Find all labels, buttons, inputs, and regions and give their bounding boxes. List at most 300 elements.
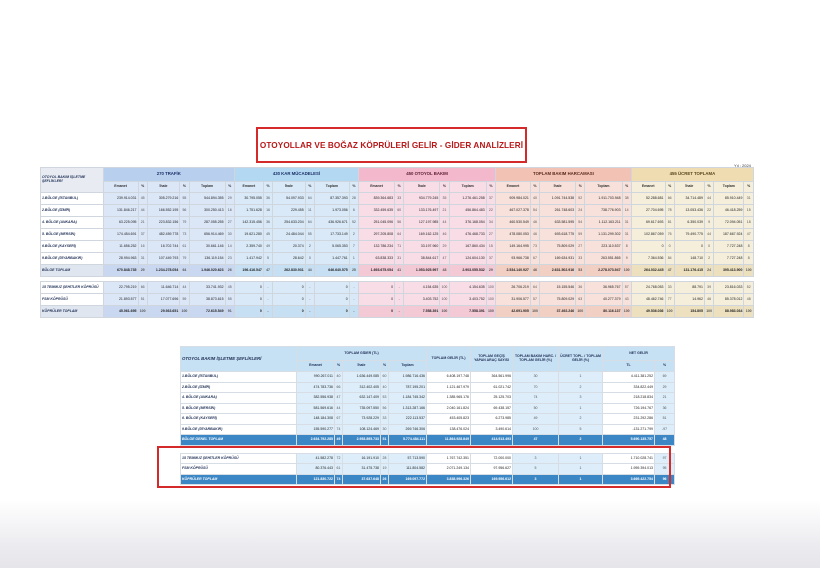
table-cell: 51 <box>138 294 147 306</box>
top-table-sub-heading: % <box>349 182 358 193</box>
table-cell: 44 <box>180 282 189 294</box>
table-cell: 395.413.900 <box>714 265 744 277</box>
top-table-sub-heading: Toplam <box>449 182 486 193</box>
table-cell: 1.973.056 <box>314 205 349 217</box>
table-cell: 44 <box>440 217 449 229</box>
table-cell: 726.194.767 <box>603 403 655 414</box>
table-cell: 4.411.381.252 <box>603 372 655 383</box>
bottom-table-corner: OTOYOL BAKIM İŞLETME ŞEFLİKLERİ <box>181 347 297 372</box>
table-cell: 149.164.995 <box>496 241 531 253</box>
table-cell: 21 <box>655 393 675 404</box>
table-cell: 91 <box>225 306 234 318</box>
table-cell: 1.313.287.166 <box>389 403 427 414</box>
row-label: 5. BÖLGE (MERSİN) <box>41 229 104 241</box>
table-cell: 100 <box>440 306 449 318</box>
table-cell: 37 <box>486 253 495 265</box>
table-cell: 1 <box>349 253 358 265</box>
table-cell: - <box>305 294 314 306</box>
table-cell: 55 <box>225 294 234 306</box>
table-cell: 36 <box>576 282 585 294</box>
table-cell: 1 <box>559 474 603 485</box>
table-cell: 16 <box>263 205 272 217</box>
table-cell: 26 <box>381 474 389 485</box>
table-cell: 79.490.775 <box>674 229 704 241</box>
table-cell: 633.581.595 <box>540 217 576 229</box>
table-cell: 97 <box>655 453 675 464</box>
table-cell: 0 <box>273 294 306 306</box>
table-cell: 47 <box>263 265 272 277</box>
table-cell: 40 <box>381 382 389 393</box>
table-cell: 19 <box>381 464 389 475</box>
table-cell: 31 <box>622 229 631 241</box>
header-pct: % <box>381 361 389 372</box>
table-cell: 79 <box>180 217 189 229</box>
row-label: 9.BÖLGE (DİYARBAKIR) <box>41 253 104 265</box>
row-label: 1.BÖLGE (İSTANBUL) <box>41 193 104 205</box>
table-cell: 1.767.742.351 <box>427 453 471 464</box>
top-table-sub-heading: Emanet <box>496 182 531 193</box>
table-cell: 196.416.547 <box>234 265 263 277</box>
header-bakim: TOPLAM BAKIM HARC. / TOPLAM GELİR (%) <box>513 347 559 372</box>
title-box <box>256 127 527 163</box>
table-cell: 23.816.033 <box>714 282 744 294</box>
table-cell: 7.364.536 <box>631 253 665 265</box>
table-cell: 738.776.903 <box>585 205 622 217</box>
table-cell: 2.359.740 <box>234 241 263 253</box>
table-cell: 38 <box>622 193 631 205</box>
top-table-sub-heading: % <box>180 182 189 193</box>
table-cell: 63.838.333 <box>359 253 395 265</box>
table-cell: 453.405.823 <box>427 414 471 425</box>
table-cell: 23 <box>225 253 234 265</box>
table-cell: 44 <box>305 265 314 277</box>
table-cell: 30 <box>381 424 389 435</box>
table-cell: 11.864.928.849 <box>427 435 471 446</box>
table-cell: 2 <box>559 435 603 446</box>
table-cell: 64 <box>395 229 404 241</box>
table-cell: 18 <box>744 217 754 229</box>
table-cell: 31 <box>138 253 147 265</box>
table-cell: 72.094.051 <box>714 217 744 229</box>
table-cell: 735.097.550 <box>343 403 381 414</box>
table-row <box>181 435 675 446</box>
table-cell: 239.914.031 <box>103 193 138 205</box>
row-label: 2.BÖLGE (İZMİR) <box>181 382 297 393</box>
table-cell: 52 <box>349 217 358 229</box>
table-cell: 414.913.493 <box>471 435 513 446</box>
table-cell: 61 <box>180 241 189 253</box>
row-label: FSM KÖPRÜSÜ <box>181 464 297 475</box>
table-cell: 467.027.378 <box>496 205 531 217</box>
table-cell: 11.656.252 <box>103 241 138 253</box>
table-cell: 1.959.394.013 <box>603 464 655 475</box>
table-cell: 64 <box>305 193 314 205</box>
table-cell: 124.604.130 <box>449 253 486 265</box>
table-cell: 40 <box>530 193 539 205</box>
table-cell: 72.000.000 <box>471 453 513 464</box>
table-cell: 376.168.054 <box>449 217 486 229</box>
table-cell: 14 <box>225 241 234 253</box>
table-cell: 78 <box>665 205 674 217</box>
table-cell: 1.234.278.054 <box>147 265 180 277</box>
table-cell: 334.822.449 <box>603 382 655 393</box>
top-table-sub-heading: % <box>440 182 449 193</box>
table-cell: 332.459.635 <box>359 205 395 217</box>
table-cell: 37 <box>138 229 147 241</box>
table-cell: 28 <box>349 193 358 205</box>
top-table-sub-heading: % <box>263 182 272 193</box>
row-label: 15 TEMMUZ ŞEHİTLER KÖPRÜSÜ <box>41 282 104 294</box>
top-table-group: 430 KAR MÜCADELESİ <box>234 168 358 182</box>
table-cell: 96 <box>655 474 675 485</box>
table-cell: 36 <box>655 403 675 414</box>
table-cell: 3.403.752 <box>404 294 440 306</box>
highlight-rectangle <box>157 446 671 488</box>
table-cell: 16 <box>225 205 234 217</box>
table-cell: 38.844.617 <box>404 253 440 265</box>
table-cell: 31.906.577 <box>496 294 531 306</box>
table-cell: 0 <box>704 241 713 253</box>
table-cell: 30 <box>225 229 234 241</box>
table-cell: 478.080.053 <box>496 229 531 241</box>
table-cell: 8 <box>744 253 754 265</box>
table-cell: 46 <box>440 229 449 241</box>
table-cell: 33.197.960 <box>404 241 440 253</box>
table-cell: 33 <box>381 414 389 425</box>
table-cell: 49 <box>335 435 343 446</box>
table-cell: 4.154.635 <box>404 282 440 294</box>
table-cell: 88.983.034 <box>714 306 744 318</box>
table-cell: 50 <box>513 403 559 414</box>
table-cell: 29 <box>225 193 234 205</box>
table-cell: 49 <box>263 241 272 253</box>
bottom-table-header <box>181 347 675 361</box>
table-cell: 16 <box>138 241 147 253</box>
table-cell: 43 <box>622 294 631 306</box>
table-cell: 312.402.405 <box>343 382 381 393</box>
table-cell: 66 <box>665 193 674 205</box>
table-cell: 2.534.140.927 <box>496 265 531 277</box>
table-cell: 9 <box>704 217 713 229</box>
table-cell: 41.582.278 <box>297 453 335 464</box>
table-cell: 22 <box>704 205 713 217</box>
row-label: KÖPRÜLER TOPLAM <box>41 306 104 318</box>
table-cell: 16.702.744 <box>147 241 180 253</box>
table-cell: 100 <box>622 265 631 277</box>
table-cell: 29 <box>655 382 675 393</box>
table-cell: 100 <box>744 265 754 277</box>
table-cell: 45 <box>138 193 147 205</box>
table-cell: 76 <box>665 229 674 241</box>
table-cell: 44 <box>138 205 147 217</box>
table-cell: 67 <box>335 414 343 425</box>
table-cell: 36 <box>263 193 272 205</box>
table-row <box>41 253 754 265</box>
table-cell: 102.867.059 <box>631 229 665 241</box>
table-cell: 15 <box>744 205 754 217</box>
table-cell: 53 <box>576 265 585 277</box>
table-cell: -131.271.799 <box>603 424 655 435</box>
table-cell: 17.733.149 <box>314 229 349 241</box>
table-cell: 482.459.778 <box>147 229 180 241</box>
table-cell: 54.097.933 <box>273 193 306 205</box>
table-cell: 34.714.489 <box>674 193 704 205</box>
table-cell: 166.552.195 <box>147 205 180 217</box>
table-cell: 3.838.996.326 <box>427 474 471 485</box>
header-pct: % <box>655 361 675 372</box>
table-cell: 74 <box>335 474 343 485</box>
table-cell: 45.061.695 <box>103 306 138 318</box>
table-cell: 0 <box>273 306 306 318</box>
table-cell: 1.636.449.085 <box>343 372 381 383</box>
table-cell: 30 <box>513 372 559 383</box>
table-cell: 30.795.055 <box>234 193 263 205</box>
table-cell: 6.408.197.748 <box>427 372 471 383</box>
table-cell: 72 <box>335 453 343 464</box>
table-cell: 44 <box>335 403 343 414</box>
table-cell: 1.986.716.436 <box>389 372 427 383</box>
table-cell: - <box>263 294 272 306</box>
table-row <box>41 282 754 294</box>
table-cell: 27 <box>486 229 495 241</box>
table-cell: 29 <box>486 265 495 277</box>
table-cell: 29.933.651 <box>147 306 180 318</box>
table-cell: 382.556.938 <box>297 393 335 404</box>
table-cell: 28 <box>381 453 389 464</box>
table-cell: - <box>263 306 272 318</box>
top-table-group: 270 TRAFİK <box>103 168 234 182</box>
table-cell: 632.147.409 <box>343 393 381 404</box>
table-cell: 100 <box>138 306 147 318</box>
table-cell: 31 <box>744 193 754 205</box>
table-cell: 21 <box>138 217 147 229</box>
top-table-sub-header <box>41 182 754 193</box>
table-cell: 3 <box>513 453 559 464</box>
table-cell: 5.065.353 <box>314 241 349 253</box>
table-cell: 56 <box>180 205 189 217</box>
table-cell: 100 <box>513 424 559 435</box>
table-cell: 14 <box>622 205 631 217</box>
top-table-sub-heading: % <box>704 182 713 193</box>
top-table-sub-heading: % <box>486 182 495 193</box>
table-cell: 48.462.746 <box>631 294 665 306</box>
header-ucret: ÜCRET TOPL. / TOPLAM GELİR (%) <box>559 347 603 372</box>
row-label: 2.BÖLGE (İZMİR) <box>41 205 104 217</box>
table-cell: 187.667.924 <box>714 229 744 241</box>
table-row <box>41 217 754 229</box>
table-cell: 670.848.735 <box>103 265 138 277</box>
row-label: BÖLGE TOPLAM <box>41 265 104 277</box>
table-cell: 100 <box>704 306 713 318</box>
table-row <box>41 193 754 205</box>
header-arac: TOPLAM GEÇİŞ YAPAN ARAÇ SAYISI <box>471 347 513 372</box>
header-pct: % <box>335 361 343 372</box>
table-cell: 1.112.163.211 <box>585 217 622 229</box>
table-cell: 2 <box>559 414 603 425</box>
table-cell: 0 <box>359 294 395 306</box>
table-cell: 29 <box>138 265 147 277</box>
table-cell: 3.669.422.754 <box>603 474 655 485</box>
table-cell: 100 <box>576 306 585 318</box>
table-cell: 169.097.772 <box>389 474 427 485</box>
table-cell: 15 <box>486 241 495 253</box>
table-cell: 69 <box>655 372 675 383</box>
table-cell: 49.536.036 <box>631 306 665 318</box>
table-cell: 364.561.996 <box>471 372 513 383</box>
table-cell: 11.646.714 <box>147 282 180 294</box>
table-cell: 57 <box>622 282 631 294</box>
table-cell: 262.830.931 <box>273 265 306 277</box>
table-row <box>41 205 754 217</box>
table-cell: 40 <box>335 372 343 383</box>
table-cell: 24 <box>704 265 713 277</box>
top-table-sub-heading: Emanet <box>631 182 665 193</box>
table-cell: 474.783.736 <box>297 382 335 393</box>
table-cell: 85.910.449 <box>714 193 744 205</box>
table-cell: 47 <box>744 229 754 241</box>
table-cell: 3.490.614 <box>471 424 513 435</box>
table-cell: 46 <box>530 217 539 229</box>
top-table-sub-heading: Toplam <box>314 182 349 193</box>
table-cell: 0 <box>314 294 349 306</box>
table-cell: 97.956.627 <box>471 464 513 475</box>
table-cell: 55 <box>305 229 314 241</box>
table-cell: 155.590.277 <box>297 424 335 435</box>
table-cell: 133.176.497 <box>404 205 440 217</box>
table-cell: 2.903.055.532 <box>449 265 486 277</box>
table-cell: 269.746.306 <box>389 424 427 435</box>
table-row <box>41 265 754 277</box>
table-cell: 21 <box>440 205 449 217</box>
table-cell: - <box>395 282 404 294</box>
table-cell: 64 <box>530 282 539 294</box>
table-cell: 36.965.767 <box>585 282 622 294</box>
table-cell: 38.873.615 <box>189 294 225 306</box>
row-label: 6.BÖLGE (KAYSERİ) <box>41 241 104 253</box>
top-table-sub-heading: Emanet <box>234 182 263 193</box>
header-gelir: TOPLAM GELİR (TL) <box>427 347 471 372</box>
table-cell: - <box>305 306 314 318</box>
table-cell: - <box>349 294 358 306</box>
row-label: 6. BÖLGE (KAYSERİ) <box>181 414 297 425</box>
table-cell: 2 <box>704 253 713 265</box>
top-table-sub-heading: İhale <box>147 182 180 193</box>
row-label: 4. BÖLGE (ANKARA) <box>181 393 297 404</box>
table-cell: 70 <box>513 382 559 393</box>
table-cell: 169.162.125 <box>404 229 440 241</box>
table-cell: 174.454.691 <box>103 229 138 241</box>
table-cell: 57 <box>530 294 539 306</box>
top-table-sub-heading: Toplam <box>189 182 225 193</box>
table-cell: 100 <box>530 306 539 318</box>
table-cell: 2.634.792.285 <box>297 435 335 446</box>
table-cell: 0 <box>234 294 263 306</box>
table-cell: 100 <box>486 294 495 306</box>
table-cell: 287.055.255 <box>189 217 225 229</box>
table-cell: 52 <box>576 193 585 205</box>
table-cell: 46 <box>530 229 539 241</box>
table-cell: 14.962 <box>674 294 704 306</box>
table-cell: 263.551.865 <box>585 253 622 265</box>
table-cell: 66 <box>138 282 147 294</box>
table-cell: 127.197.985 <box>404 217 440 229</box>
table-cell: 1 <box>559 464 603 475</box>
table-cell: 16.191.910 <box>343 453 381 464</box>
table-cell: 305.279.216 <box>147 193 180 205</box>
table-cell: 1.911.703.948 <box>585 193 622 205</box>
table-cell: 223.110.537 <box>585 241 622 253</box>
table-cell: 47 <box>335 393 343 404</box>
table-cell: 2 <box>349 229 358 241</box>
table-cell: 46 <box>704 294 713 306</box>
row-label: 9.BÖLGE (DİYARBAKIR) <box>181 424 297 435</box>
table-cell: 1.385.965.176 <box>427 393 471 404</box>
table-cell: 100 <box>486 306 495 318</box>
table-cell: 0 <box>314 282 349 294</box>
table-cell: 436.926.671 <box>314 217 349 229</box>
table-cell: 63 <box>576 294 585 306</box>
table-cell: 1.091.744.538 <box>540 193 576 205</box>
row-label: 4. BÖLGE (ANKARA) <box>41 217 104 229</box>
top-table-group: TOPLAM BAKIM HARCAMASI <box>496 168 632 182</box>
table-cell: 26.706.219 <box>496 282 531 294</box>
header-tl: TL <box>603 361 655 372</box>
table-cell: 48 <box>440 265 449 277</box>
table-cell: 131.176.415 <box>674 265 704 277</box>
row-label: 5. BÖLGE (MERSİN) <box>181 403 297 414</box>
table-cell: 2.071.249.134 <box>427 464 471 475</box>
table-cell: 36 <box>263 217 272 229</box>
row-label: 15 TEMMUZ ŞEHİTLER KÖPRÜSÜ <box>181 453 297 464</box>
table-cell: 27 <box>225 217 234 229</box>
table-cell: 0 <box>665 241 674 253</box>
table-cell: 75.809.029 <box>540 294 576 306</box>
table-cell: 22 <box>486 205 495 217</box>
table-cell: 693.618.775 <box>540 229 576 241</box>
table-cell: 787.195.201 <box>389 382 427 393</box>
table-cell: 0 <box>359 306 395 318</box>
table-cell: 64 <box>305 217 314 229</box>
table-cell: 84 <box>665 253 674 265</box>
top-table-sub-heading: % <box>305 182 314 193</box>
table-cell: 2 <box>559 382 603 393</box>
table-cell: 95 <box>655 464 675 475</box>
table-cell: 132.786.234 <box>359 241 395 253</box>
table-cell: 37 <box>486 193 495 205</box>
table-row <box>41 229 754 241</box>
table-cell: 8 <box>744 241 754 253</box>
table-cell: 7.558.391 <box>449 306 486 318</box>
table-cell: 28.642 <box>273 253 306 265</box>
table-cell: 26 <box>225 265 234 277</box>
row-label: BÖLGE GENEL TOPLAM <box>181 435 297 446</box>
table-cell: 0 <box>234 282 263 294</box>
header-gider: TOPLAM GİDER (TL) <box>297 347 427 361</box>
table-cell: 5 <box>559 424 603 435</box>
table-cell: 47 <box>440 253 449 265</box>
table-cell: 300.250.413 <box>189 205 225 217</box>
table-cell: 100 <box>665 306 674 318</box>
table-cell: 74 <box>513 393 559 404</box>
table-cell: 1.053.925.997 <box>404 265 440 277</box>
table-cell: 169.956.612 <box>471 474 513 485</box>
top-table <box>40 167 754 318</box>
table-cell: 40.277.379 <box>585 294 622 306</box>
table-row <box>41 294 754 306</box>
table-cell: 460.530.549 <box>496 217 531 229</box>
table-cell: 53 <box>381 393 389 404</box>
table-row <box>181 393 675 404</box>
